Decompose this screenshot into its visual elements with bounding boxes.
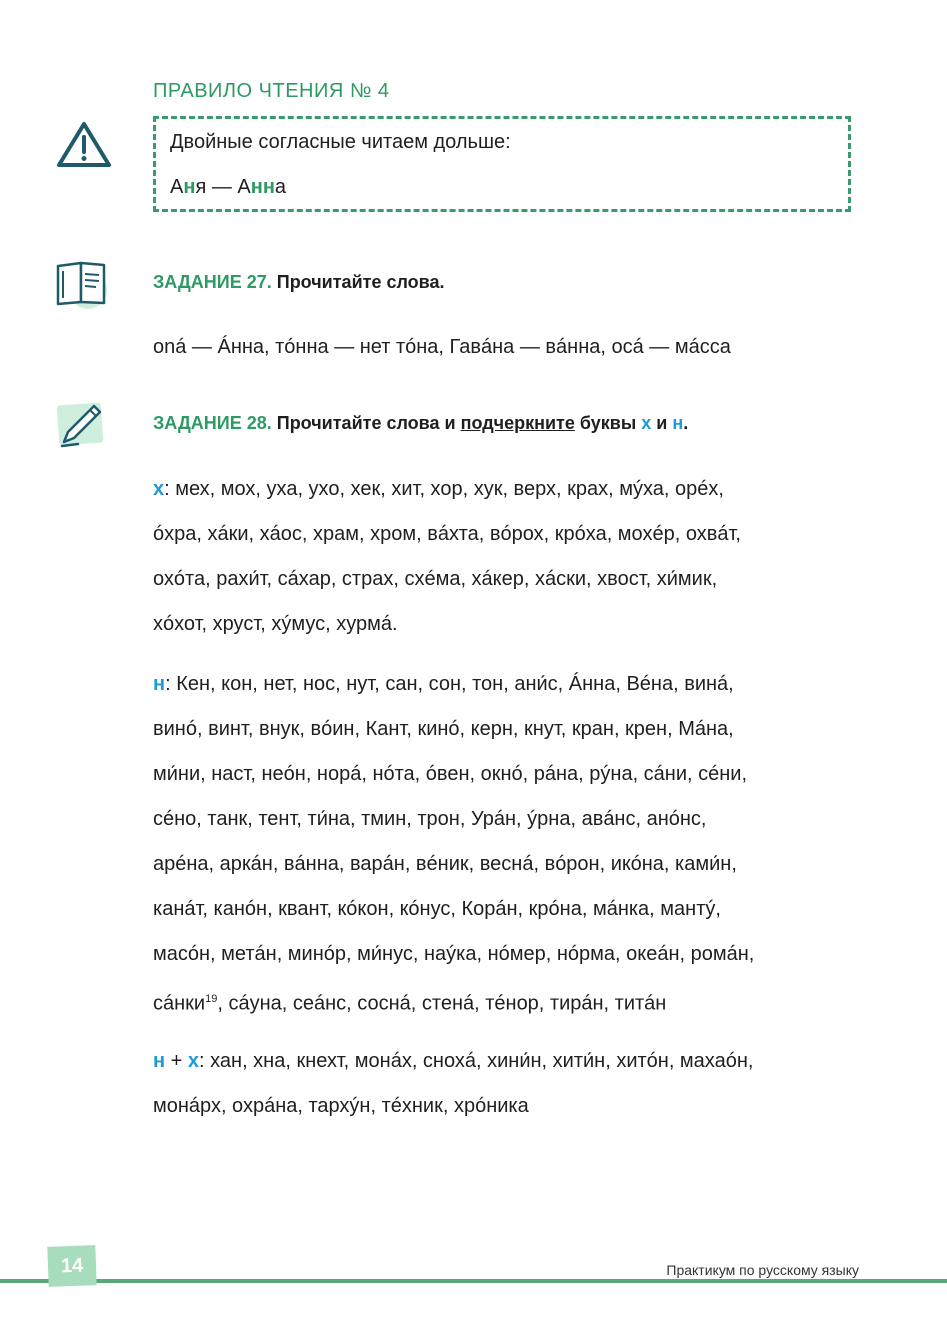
n-line-text: : Кен, кон, нет, нос, нут, сан, сон, тон, ани́с, Áнна, Вéна, винá, — [165, 673, 734, 695]
n-line — [153, 977, 853, 1027]
task27-label: ЗАДАНИЕ 27. — [153, 272, 272, 292]
example-part: я — [195, 176, 207, 198]
nx-plus: + — [165, 1050, 188, 1072]
n-line — [153, 662, 853, 707]
rule-example — [170, 176, 286, 199]
task28-and: и — [651, 413, 673, 433]
example-part: А — [170, 176, 184, 198]
n-section — [153, 662, 853, 1027]
x-line-text: : мех, мох, уха, ухо, хек, хит, хор, хук, верх, крах, мýха, орéх, — [164, 478, 724, 500]
x-line: óхра, хáки, хáос, храм, хром, вáхта, вóрох, крóха, мохéр, охвáт, — [153, 523, 741, 545]
task28-letter-x: х — [641, 413, 652, 433]
task28-instruction: Прочитайте слова и — [276, 413, 461, 433]
example-highlight: н — [183, 176, 196, 198]
x-label: х — [153, 478, 165, 500]
example-part: А — [237, 176, 251, 198]
task28-instruction-mid: буквы — [574, 413, 642, 433]
rule-text: Двойные согласные читаем дольше: — [170, 131, 511, 153]
n-line: масóн, метáн, минóр, ми́нус, наýка, нóмер, нóрма, океáн, ромáн, — [153, 943, 755, 965]
x-line: хóхот, хруст, хýмус, хурмá. — [153, 613, 398, 635]
pencil-icon — [54, 398, 110, 452]
nx-line-text: : хан, хна, кнехт, монáх, снохá, хини́н, хити́н, хитóн, махаóн, — [199, 1050, 754, 1072]
n-line: винó, винт, внук, вóин, Кант, кинó, керн, кнут, кран, крен, Мáна, — [153, 718, 734, 740]
task27-words: оná — Áнна, тóнна — нет тóна, Гавáна — вáнна, осá — мáсса — [153, 336, 731, 358]
book-title: Практикум по русскому языку — [666, 1262, 859, 1278]
nx-section — [153, 1039, 853, 1129]
n-line: арéна, аркáн, вáнна, варáн, вéник, веснá, вóрон, икóна, ками́н, — [153, 853, 737, 875]
example-dash: — — [206, 176, 238, 198]
nx-label-n: н — [153, 1050, 166, 1072]
footnote-marker[interactable]: 19 — [205, 993, 218, 1005]
x-line: охóта, рахи́т, сáхар, страх, схéма, хáкер, хáски, хвост, хи́мик, — [153, 568, 718, 590]
task27-header — [153, 272, 445, 293]
nx-label-x: х — [187, 1050, 200, 1072]
x-section — [153, 467, 853, 647]
example-part: а — [274, 176, 287, 198]
book-icon — [54, 256, 110, 310]
n-line: канáт, канóн, квант, кóкон, кóнус, Корáн, крóна, мáнка, мантý, — [153, 898, 721, 920]
task28-period: . — [683, 413, 689, 433]
n-line: сéно, танк, тент, ти́на, тмин, трон, Урáн, ýрна, авáнс, анóнс, — [153, 808, 707, 830]
n-label: н — [153, 673, 166, 695]
rule-title: ПРАВИЛО ЧТЕНИЯ № 4 — [153, 80, 390, 102]
n-line: ми́ни, наст, неóн, норá, нóта, óвен, окнó, рáна, рýна, сáни, сéни, — [153, 763, 748, 785]
footer-divider — [0, 1279, 947, 1283]
task28-underlined: подчеркните — [460, 413, 575, 433]
task28-letter-n: н — [672, 413, 684, 433]
page-number: 14 — [47, 1245, 96, 1287]
example-highlight: нн — [250, 176, 275, 198]
n-line-text: , сáуна, сеáнс, соснá, стенá, тéнор, тирáн, титáн — [217, 992, 667, 1015]
nx-line: монáрх, охрáна, тархýн, тéхник, хрóника — [153, 1095, 529, 1117]
task28-header — [153, 413, 688, 434]
n-line-text: сáнки — [153, 992, 206, 1015]
warning-icon — [56, 120, 112, 168]
nx-line — [153, 1039, 853, 1084]
task27-instruction: Прочитайте слова. — [276, 272, 445, 292]
x-line — [153, 467, 853, 512]
task28-label: ЗАДАНИЕ 28. — [153, 413, 272, 433]
